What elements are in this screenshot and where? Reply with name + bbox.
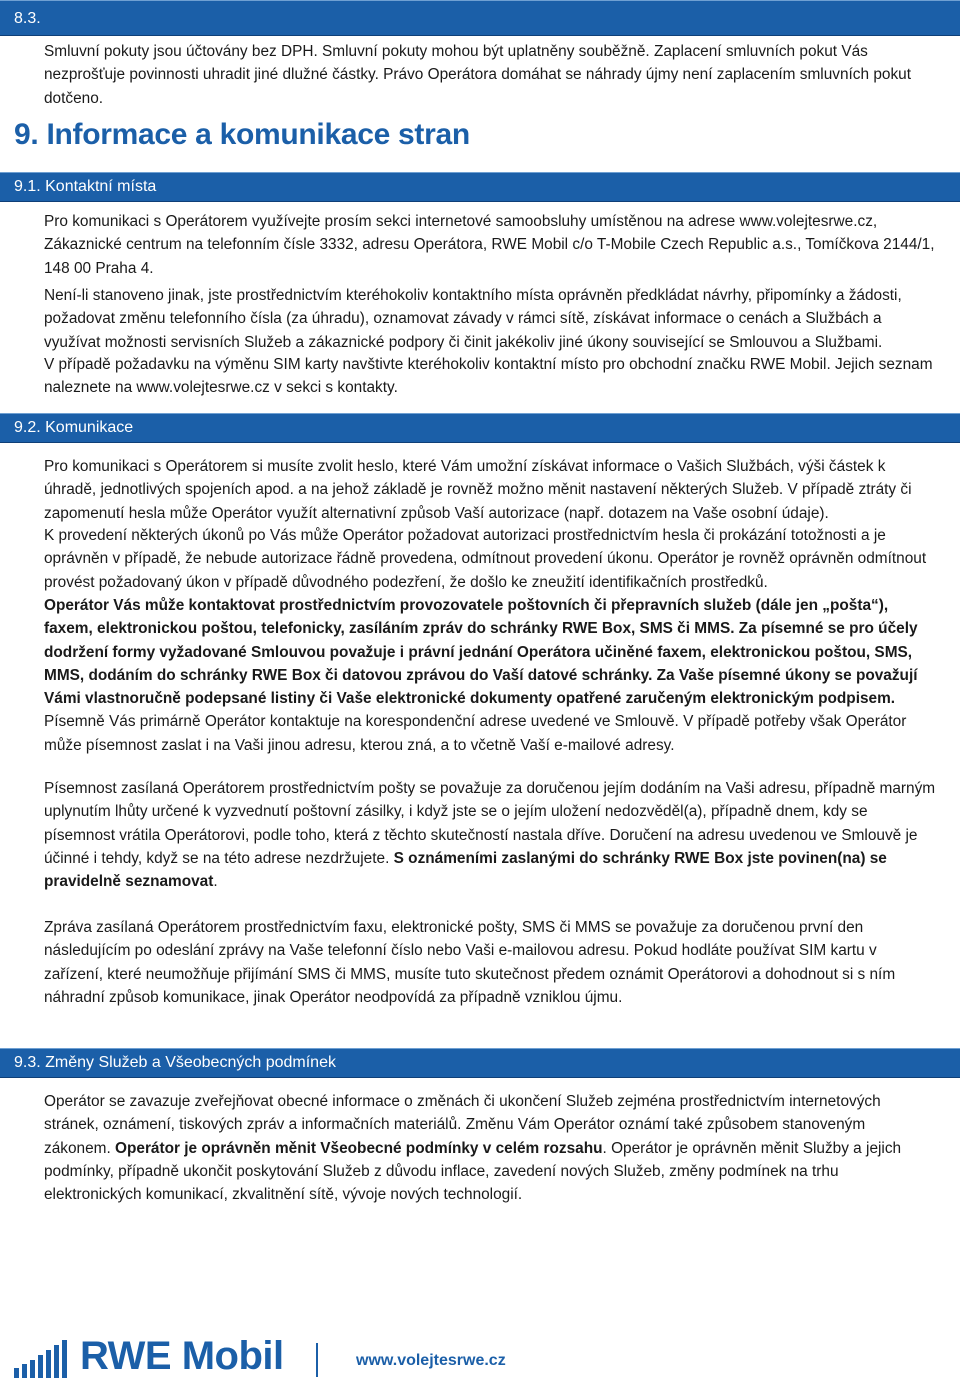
paragraph-text: Zpráva zasílaná Operátorem prostřednictvím faxu, elektronické pošty, SMS či MMS se považuje za doručenou první den následujícím po odeslání zprávy na Vaše telefonní číslo nebo Vaši e-mailovou adresu. Pokud hodláte používat SIM kartu v zařízení, které neumožňuje přijímání SMS či MMS, musíte tuto skutečnost předem oznámit Operátorovi a dohodnout si s ním náhradní způsob komunikace, jinak Operátor neodpovídá za případně vzniklou újmu. [44, 919, 896, 1006]
section-title: 9.1. Kontaktní místa [14, 178, 157, 195]
paragraph-text: Není-li stanoveno jinak, jste prostřednictvím kteréhokoliv kontaktního místa oprávněn předkládat návrhy, připomínky a žádosti, požadovat změnu telefonního čísla (za úhradu), oznamovat závady v rámci sítě, získávat informace o cenách a Službách a využívat možnosti servisních Služeb a zákaznické podpory či činit jakékoliv jiné úkony související se Smlouvou a Službami. [44, 287, 902, 351]
paragraph-9-2-d [44, 777, 936, 893]
paragraph-9-1-c [44, 353, 936, 400]
paragraph-9-3 [44, 1090, 936, 1206]
paragraph-9-2-b [44, 524, 936, 594]
section-bar-9-2 [0, 413, 960, 443]
paragraph-bold-text: Operátor je oprávněn měnit Všeobecné podmínky v celém rozsahu [110, 1139, 603, 1157]
paragraph-text: Písemnost zasílaná Operátorem prostřednictvím pošty se považuje za doručenou jejím dodáním na Vaši adresu, případně marným uplynutím lhůty určené k vyzvednutí poštovní zásilky, i když jste se o jejím uložení nedozvěděl(a), případně dnem, kdy se písemnost vrátila Operátorovi, podle toho, která z těchto skutečností nastala dříve. Doručení na adresu uvedenou ve Smlouvě je účinné i tehdy, když se na této adrese nezdržujete. [44, 780, 936, 867]
paragraph-text: Pro komunikaci s Operátorem si musíte zvolit heslo, které Vám umožní získávat informace o Vašich Službách, výši částek k úhradě, jednotlivých spojeních apod. a na jehož základě je rovněž možno měnit nastavení některých Služeb. V případě ztráty či zapomenutí hesla může Operátor využít alternativní způsob Vaší autorizace (např. dotazem na Vaše osobní údaje). [44, 458, 912, 522]
paragraph-text: V případě požadavku na výměnu SIM karty navštivte kteréhokoliv kontaktní místo pro obchodní značku RWE Mobil. Jejich seznam naleznete na www.volejtesrwe.cz v sekci s kontakty. [44, 356, 933, 397]
section-title: 9.2. Komunikace [14, 419, 134, 436]
section-title: 9.3. Změny Služeb a Všeobecných podmínek [14, 1054, 336, 1071]
paragraph-text: Pro komunikaci s Operátorem využívejte prosím sekci internetové samoobsluhy umístěnou na adrese www.volejtesrwe.cz, Zákaznické centrum na telefonním čísle 3332, adresu Operátora, RWE Mobil c/o T-Mobile Czech Republic a.s., Tomíčkova 2144/1, 148 00 Praha 4. [44, 213, 935, 277]
paragraph-9-1-b [44, 284, 936, 354]
paragraph-bold-text: Operátor Vás může kontaktovat prostřednictvím provozovatele poštovních či přepravních služeb (dále jen „pošta“), faxem, elektronickou poštou, telefonicky, zasíláním zpráv do schránky RWE Box, SMS či MMS. Za písemné se pro účely dodržení formy vyžadované Smlouvou považuje i právní jednání Operátora učiněné faxem, elektronickou poštou, SMS, MMS, dodáním do schránky RWE Box či datovou zprávou do Vaší datové schránky. Za Vaše písemné úkony se považují Vámi vlastnoručně podepsané listiny či Vaše elektronické dokumenty opatřené zaručeným elektronickým podpisem. [44, 597, 918, 708]
paragraph-bold-text: S oznámeními zaslanými do schránky RWE Box jste povinen(na) se pravidelně seznamovat [44, 849, 887, 891]
footer-divider [316, 1343, 318, 1377]
chapter-heading: 9. Informace a komunikace stran [14, 118, 470, 151]
paragraph-text: Smluvní pokuty jsou účtovány bez DPH. Smluvní pokuty mohou být uplatněny souběžně. Zaplacení smluvních pokut Vás nezprošťuje povinnosti uhradit jiné dlužné částky. Právo Operátora domáhat se náhrady újmy není zaplacením smluvních pokut dotčeno. [44, 43, 911, 107]
logo-wordmark: RWE Mobil [80, 1334, 284, 1378]
paragraph-9-2-e [44, 916, 936, 1009]
footer-website-link[interactable]: www.volejtesrwe.cz [356, 1352, 506, 1369]
paragraph-text: Písemně Vás primárně Operátor kontaktuje na korespondenční adrese uvedené ve Smlouvě. V případě potřeby však Operátor může písemnost zaslat i na Vaši jinou adresu, kterou zná, a to včetně Vaší e-mailové adresy. [44, 713, 907, 754]
section-bar-9-3 [0, 1048, 960, 1078]
section-title: 8.3. [14, 10, 41, 27]
section-bar-9-1 [0, 172, 960, 202]
paragraph-text: . [213, 873, 218, 891]
rwe-mobil-logo [14, 1334, 284, 1378]
paragraph-9-2-c [44, 594, 936, 757]
paragraph-text: K provedení některých úkonů po Vás může Operátor požadovat autorizaci prostřednictvím hesla či prokázání totožnosti a je oprávněn v případě, že nebude autorizace řádně provedena, odmítnout provedení úkonu. Operátor je rovněž oprávněn odmítnout provést požadovaný úkon v případě důvodného podezření, že došlo ke zneužití identifikačních prostředků. [44, 527, 927, 591]
paragraph-text: Operátor se zavazuje zveřejňovat obecné informace o změnách či ukončení Služeb zejména prostřednictvím internetových stránek, oznámení, tiskových zpráv a informačních materiálů. Změnu Vám Operátor oznámí také způsobem stanoveným zákonem. [44, 1093, 881, 1157]
paragraph-text: . Operátor je oprávněn měnit Služby a jejich podmínky, případně ukončit poskytování Služeb z důvodu inflace, zavedení nových Služeb, změny podmínek na trhu elektronických komunikací, zkvalitnění sítě, vývoje nových technologií. [44, 1139, 902, 1204]
paragraph-8-3 [44, 40, 936, 110]
section-bar-8-3 [0, 0, 960, 36]
paragraph-9-2-a [44, 455, 936, 525]
signal-bars-icon [14, 1338, 74, 1378]
paragraph-9-1-a [44, 210, 936, 280]
